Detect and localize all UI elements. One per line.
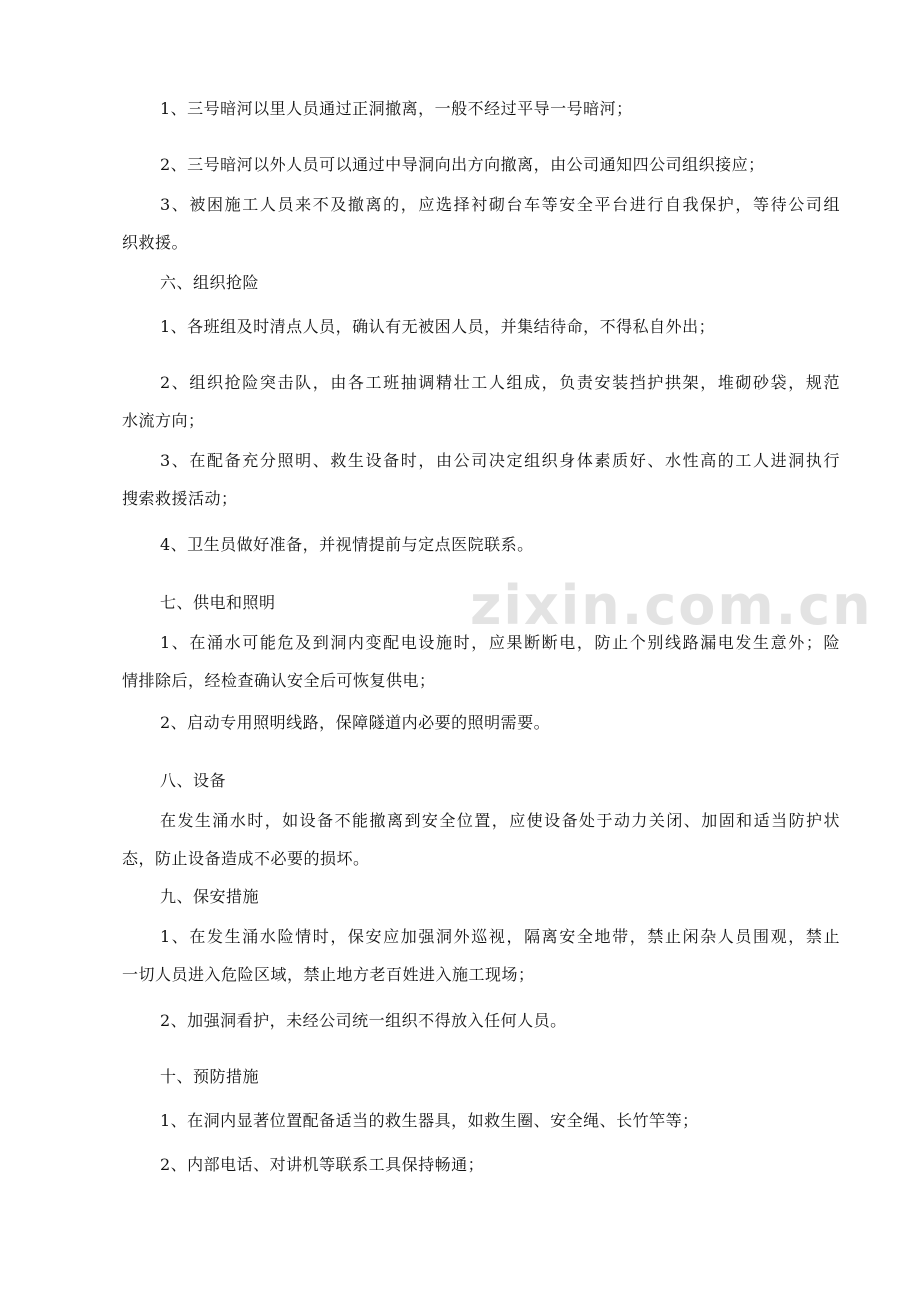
paragraph-line: 2、三号暗河以外人员可以通过中导洞向出方向撤离，由公司通知四公司组织接应； xyxy=(160,155,765,174)
paragraph-line: 织救援。 xyxy=(122,233,189,252)
paragraph-line: 一切人员进入危险区域，禁止地方老百姓进入施工现场； xyxy=(122,965,535,984)
paragraph-line: 1、三号暗河以里人员通过正洞撤离，一般不经过平导一号暗河； xyxy=(160,99,633,118)
paragraph-line: 态，防止设备造成不必要的损坏。 xyxy=(122,849,370,868)
paragraph-line: 1、在洞内显著位置配备适当的救生器具，如救生圈、安全绳、长竹竿等； xyxy=(160,1111,699,1130)
paragraph-line: 2、加强洞看护，未经公司统一组织不得放入任何人员。 xyxy=(160,1011,567,1030)
paragraph-line: 在发生涌水时，如设备不能撤离到安全位置，应使设备处于动力关闭、加固和适当防护状 xyxy=(160,811,840,830)
section-heading: 七、供电和照明 xyxy=(160,593,276,612)
paragraph-line: 1、在涌水可能危及到洞内变配电设施时，应果断断电，防止个别线路漏电发生意外；险 xyxy=(160,633,840,652)
section-heading: 六、组织抢险 xyxy=(160,273,260,292)
paragraph-line: 2、内部电话、对讲机等联系工具保持畅通； xyxy=(160,1155,485,1174)
paragraph-line: 2、组织抢险突击队，由各工班抽调精壮工人组成，负责安装挡护拱架，堆砌砂袋，规范 xyxy=(160,373,840,392)
watermark: zixin.com.cn xyxy=(470,574,873,637)
section-heading: 八、设备 xyxy=(160,771,227,790)
paragraph-line: 2、启动专用照明线路，保障隧道内必要的照明需要。 xyxy=(160,713,551,732)
paragraph-line: 水流方向； xyxy=(122,411,205,430)
paragraph-line: 情排除后，经检查确认安全后可恢复供电； xyxy=(122,671,436,690)
paragraph-line: 3、在配备充分照明、救生设备时，由公司决定组织身体素质好、水性高的工人进洞执行 xyxy=(160,451,840,470)
section-heading: 九、保安措施 xyxy=(160,887,260,906)
paragraph-line: 1、在发生涌水险情时，保安应加强洞外巡视，隔离安全地带，禁止闲杂人员围观，禁止 xyxy=(160,927,840,946)
paragraph-line: 搜索救援活动； xyxy=(122,489,238,508)
paragraph-line: 1、各班组及时清点人员，确认有无被困人员，并集结待命，不得私自外出； xyxy=(160,317,716,336)
paragraph-line: 4、卫生员做好准备，并视情提前与定点医院联系。 xyxy=(160,535,534,554)
section-heading: 十、预防措施 xyxy=(160,1067,260,1086)
paragraph-line: 3、被困施工人员来不及撤离的，应选择衬砌台车等安全平台进行自我保护，等待公司组 xyxy=(160,195,840,214)
